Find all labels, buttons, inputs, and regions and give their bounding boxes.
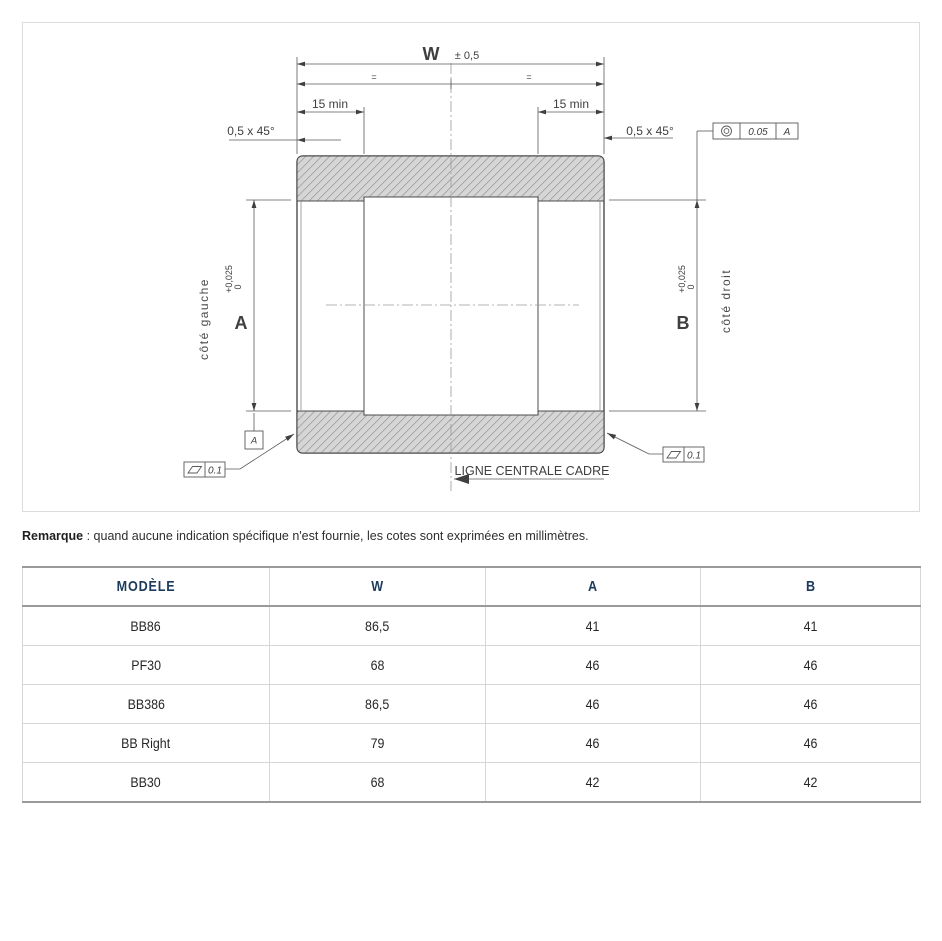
bottom-bracket-section-drawing [23, 23, 919, 511]
datum-label: A [250, 435, 258, 447]
svg-text:+0,025: +0,025 [677, 265, 687, 293]
b-dim-tolerance [677, 265, 696, 293]
technical-drawing-frame [22, 22, 920, 512]
header-b: B [701, 567, 921, 606]
remark-title: Remarque [22, 529, 84, 543]
cell-a: 46 [486, 724, 701, 763]
concentricity-value: 0.05 [748, 127, 768, 138]
svg-text:0: 0 [686, 284, 696, 290]
cell-model: BB Right [23, 724, 270, 763]
table-header-row [23, 567, 921, 606]
cell-w: 86,5 [270, 606, 486, 646]
cell-model: BB86 [23, 606, 270, 646]
cell-model: BB386 [23, 685, 270, 724]
table-row [23, 724, 921, 763]
concentricity-datum: A [783, 127, 791, 138]
chamfer-left-label: 0,5 x 45° [227, 124, 275, 138]
w-dim-tolerance: ± 0,5 [454, 50, 480, 62]
flatness-right-value: 0.1 [687, 450, 701, 462]
side-right-label: côté droit [719, 268, 733, 334]
cell-b: 42 [701, 763, 921, 803]
table-row [23, 763, 921, 803]
shell-body [297, 156, 604, 453]
w-dim-label: W [422, 44, 440, 64]
a-dim-label: A [234, 313, 248, 333]
cell-w: 86,5 [270, 685, 486, 724]
bottom-wall-hatched [297, 411, 604, 453]
model-dimensions-table [22, 566, 921, 803]
header-a: A [486, 567, 701, 606]
flatness-left-value: 0.1 [208, 465, 222, 477]
svg-text:+0,025: +0,025 [224, 265, 234, 293]
cell-a: 42 [486, 763, 701, 803]
min15-right-label: 15 min [552, 97, 590, 111]
cell-model: PF30 [23, 646, 270, 685]
remark-note [22, 529, 902, 543]
header-w: W [270, 567, 486, 606]
cell-w: 79 [270, 724, 486, 763]
svg-text:0: 0 [233, 284, 243, 290]
cell-b: 46 [701, 646, 921, 685]
min15-left-label: 15 min [311, 97, 349, 111]
equal-mark-left: = [371, 72, 377, 82]
cell-a: 46 [486, 646, 701, 685]
cell-b: 41 [701, 606, 921, 646]
cell-model: BB30 [23, 763, 270, 803]
table-row [23, 606, 921, 646]
table-row [23, 646, 921, 685]
top-wall-hatched [297, 156, 604, 201]
cell-w: 68 [270, 646, 486, 685]
equal-mark-right: = [526, 72, 532, 82]
side-left-label: côté gauche [197, 278, 211, 360]
frame-centerline-label: LIGNE CENTRALE CADRE [454, 464, 610, 478]
cell-b: 46 [701, 685, 921, 724]
header-modele: MODÈLE [23, 567, 270, 606]
cell-w: 68 [270, 763, 486, 803]
cell-a: 41 [486, 606, 701, 646]
a-dim-tolerance [224, 265, 243, 293]
remark-text: : quand aucune indication spécifique n'est fournie, les cotes sont exprimées en millimètres. [83, 529, 589, 543]
cell-b: 46 [701, 724, 921, 763]
table-row [23, 685, 921, 724]
b-dim-label: B [676, 313, 690, 333]
chamfer-right-label: 0,5 x 45° [626, 124, 674, 138]
cell-a: 46 [486, 685, 701, 724]
